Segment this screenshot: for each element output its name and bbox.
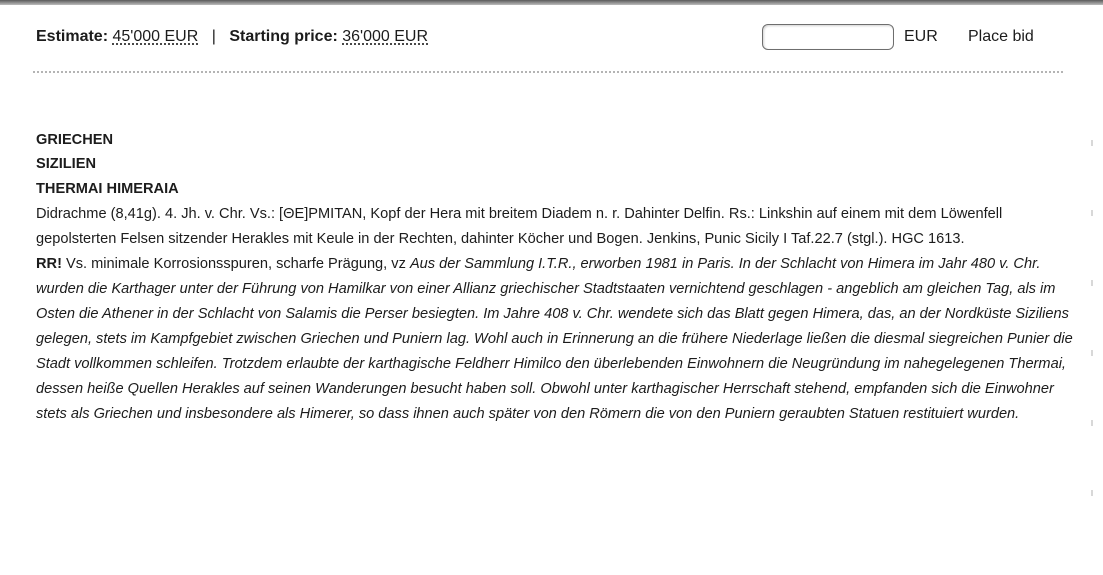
divider (33, 71, 1063, 73)
starting-price-label: Starting price: (229, 28, 338, 45)
price-info (36, 28, 428, 46)
top-border (0, 0, 1103, 5)
estimate-value: 45'000 EUR (112, 28, 199, 45)
category-heading: GRIECHEN (36, 132, 114, 148)
estimate-label: Estimate: (36, 28, 109, 45)
provenance-text: Aus der Sammlung I.T.R., erworben 1981 in Paris. In der Schlacht von Himera im Jahr 480 v. Chr. wurden die Karthager unter der Führung von Hamilkar von einer Allianz griechischer Stadtstaaten vernichtend geschlagen - angeblich am gleichen Tag, als im Osten die Athener in der Schlacht von Salamis die Perser besiegten. Im Jahre 408 v. Chr. wendete sich das Blatt gegen Himera, das, an der Nordküste Siziliens gelegen, stets im Kampfgebiet zwischen Griechen und Puniern lag. Wohl auch in Erinnerung an die frühere Niederlage ließen die diesmal siegreichen Punier die Stadt vollkommen schleifen. Trotzdem erlaubte der karthagische Feldherr Himilco den überlebenden Einwohnern die Neugründung im nahegelegenen Thermai, dessen heiße Quellen Herakles auf seinen Wanderungen besucht haben soll. Obwohl unter karthagischer Herrschaft stehend, empfanden sich die Einwohner stets als Griechen und insbesondere als Himerer, so dass ihnen auch später von den Römern die von den Puniern geraubten Statuen restituiert wurden. (36, 256, 1073, 422)
condition-and-history (36, 252, 1076, 427)
bid-amount-input[interactable] (762, 24, 894, 50)
place-bid-button[interactable]: Place bid (968, 28, 1034, 45)
starting-price-value: 36'000 EUR (342, 28, 429, 45)
subcategory-heading: SIZILIEN (36, 156, 96, 172)
coin-description: Didrachme (8,41g). 4. Jh. v. Chr. Vs.: [ΘΕ]ΡΜΙΤΑΝ, Kopf der Hera mit breitem Diadem n. r. Dahinter Delfin. Rs.: Linkshin auf einem mit dem Löwenfell gepolsterten Felsen sitzender Herakles mit Keule in der Rechten, dahinter Köcher und Bogen. Jenkins, Punic Sicily I Taf.22.7 (stgl.). HGC 1613. (36, 206, 1003, 247)
mint-heading: THERMAI HIMERAIA (36, 181, 179, 197)
condition-text: Vs. minimale Korrosionsspuren, scharfe Prägung, vz (66, 256, 406, 272)
rarity-mark: RR! (36, 256, 62, 272)
scan-margin (1091, 140, 1093, 560)
price-separator: | (211, 28, 216, 45)
bid-currency-label: EUR (904, 28, 938, 45)
bid-bar (36, 24, 1066, 54)
lot-description (36, 128, 1076, 427)
